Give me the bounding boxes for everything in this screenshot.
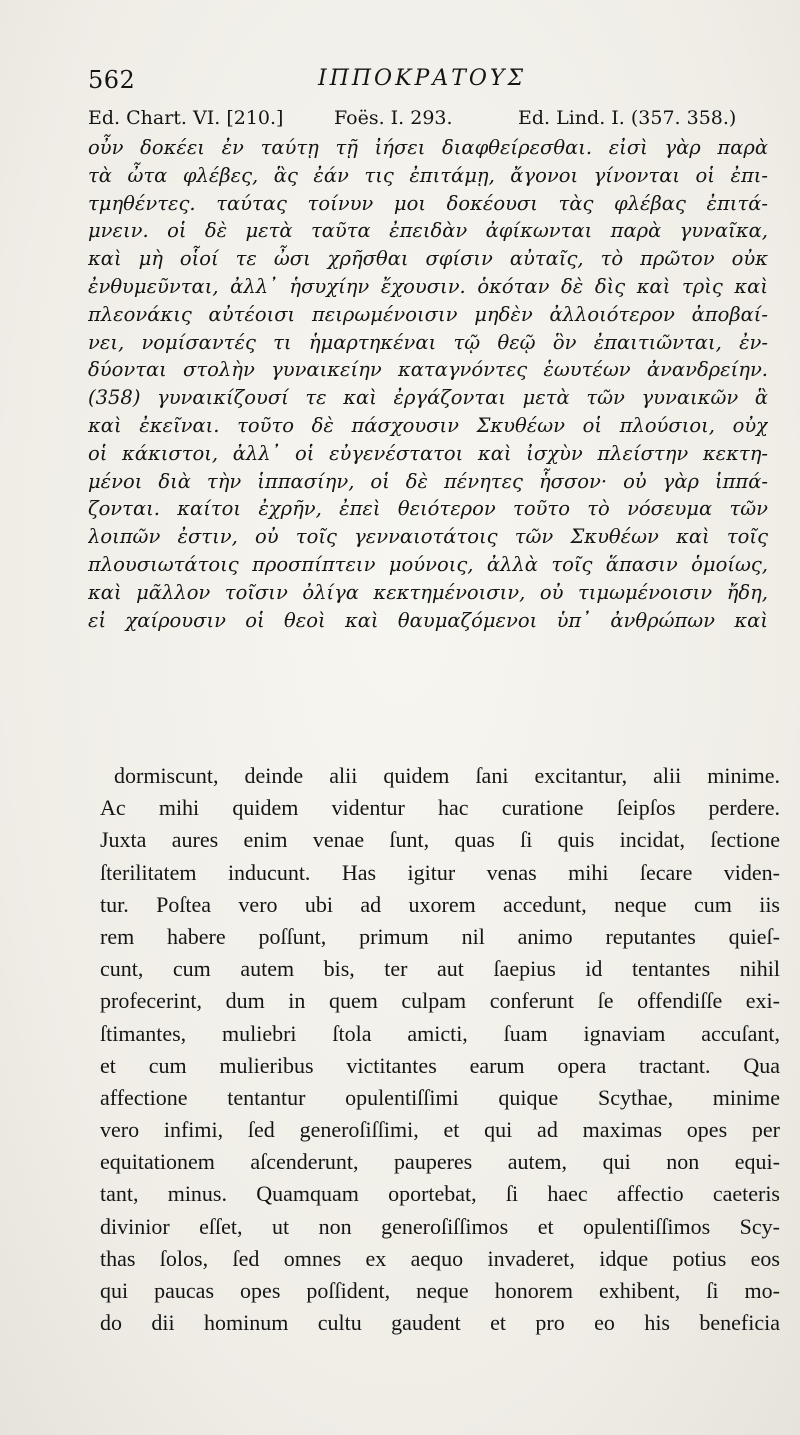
lind-edition-ref: Ed. Lind. I. (357. 358.) — [518, 107, 737, 129]
latin-text-line: divinior eſſet, ut non generoſiſſimos et opulentiſſimos Scy- — [100, 1213, 780, 1239]
greek-text-line: τμηθέντες. ταύτας τοίνυν μοι δοκέουσι τὰς φλέβας ἐπιτά- — [88, 191, 768, 215]
latin-text-line: cunt, cum autem bis, ter aut ſaepius id tentantes nihil — [100, 956, 780, 982]
page-header — [88, 66, 768, 96]
latin-text-line: ſterilitatem inducunt. Has igitur venas mihi ſecare viden- — [100, 859, 780, 885]
greek-text-line: τὰ ὦτα φλέβες, ἃς ἐάν τις ἐπιτάμῃ, ἄγονοι γίνονται οἱ ἐπι- — [88, 163, 768, 187]
running-title: ΙΠΠΟΚΡΑΤΟΥΣ — [318, 66, 527, 91]
latin-text-line: ſtimantes, muliebri ſtola amicti, ſuam ignaviam accuſant, — [100, 1020, 780, 1046]
latin-text-block — [100, 760, 780, 1339]
greek-text-block — [88, 134, 768, 634]
latin-text-line: Juxta aures enim venae ſunt, quas ſi quis incidat, ſectione — [100, 827, 780, 853]
latin-text-line: do dii hominum cultu gaudent et pro eo his beneficia — [100, 1310, 780, 1336]
greek-text-line: νει, νομίσαντές τι ἡμαρτηκέναι τῷ θεῷ ὃν ἐπαιτιῶνται, ἐν- — [88, 330, 768, 354]
greek-text-line: μένοι διὰ τὴν ἱππασίην, οἱ δὲ πένητες ἧσσον· οὐ γὰρ ἱππά- — [88, 469, 768, 493]
greek-text-line: ζονται. καίτοι ἐχρῆν, ἐπεὶ θειότερον τοῦτο τὸ νόσευμα τῶν — [88, 497, 768, 521]
latin-text-line: equitationem aſcenderunt, pauperes autem, qui non equi- — [100, 1149, 780, 1175]
latin-text-line: dormiscunt, deinde alii quidem ſani excitantur, alii minime. — [114, 763, 780, 788]
latin-text-line: et cum mulieribus victitantes earum opera tractant. Qua — [100, 1052, 780, 1078]
latin-text-line: thas ſolos, ſed omnes ex aequo invaderet, idque potius eos — [100, 1245, 780, 1271]
foes-edition-ref: Foës. I. 293. — [334, 107, 453, 129]
greek-text-line: (358) γυναικίζουσί τε καὶ ἐργάζονται μετὰ τῶν γυναικῶν ἃ — [88, 386, 768, 410]
latin-text-line: Ac mihi quidem videntur hac curatione ſeipſos perdere. — [100, 795, 780, 821]
chart-edition-ref: Ed. Chart. VI. [210.] — [88, 107, 284, 129]
page-number: 562 — [88, 66, 136, 94]
greek-text-line: οὖν δοκέει ἐν ταύτῃ τῇ ἰήσει διαφθείρεσθαι. εἰσὶ γὰρ παρὰ — [88, 136, 768, 159]
latin-text-line: rem habere poſſunt, primum nil animo reputantes quieſ- — [100, 923, 780, 949]
greek-text-line: καὶ ἐκεῖναι. τοῦτο δὲ πάσχουσιν Σκυθέων οἱ πλούσιοι, οὐχ — [88, 413, 768, 437]
latin-text-line: tant, minus. Quamquam oportebat, ſi haec affectio caeteris — [100, 1181, 780, 1207]
greek-text-line: οἱ κάκιστοι, ἀλλ᾽ οἱ εὐγενέστατοι καὶ ἰσχὺν πλείστην κεκτη- — [88, 441, 768, 465]
latin-text-line: tur. Poſtea vero ubi ad uxorem accedunt, neque cum iis — [100, 891, 780, 917]
greek-text-line: δύονται στολὴν γυναικείην καταγνόντες ἑωυτέων ἀνανδρείην. — [88, 358, 768, 382]
greek-text-line: πλουσιωτάτοις προσπίπτειν μούνοις, ἀλλὰ τοῖς ἅπασιν ὁμοίως, — [88, 552, 768, 576]
edition-references — [88, 107, 778, 135]
greek-text-line: ἐνθυμεῦνται, ἀλλ᾽ ἡσυχίην ἔχουσιν. ὁκόταν δὲ δὶς καὶ τρὶς καὶ — [88, 274, 768, 298]
latin-text-line: qui paucas opes poſſident, neque honorem exhibent, ſi mo- — [100, 1278, 780, 1303]
latin-text-line: vero infimi, ſed generoſiſſimi, et qui ad maximas opes per — [100, 1117, 780, 1143]
greek-text-line: πλεονάκις αὐτέοισι πειρωμένοισιν μηδὲν ἀλλοιότερον ἀποβαί- — [88, 302, 768, 326]
greek-text-line: καὶ μᾶλλον τοῖσιν ὀλίγα κεκτημένοισιν, οὐ τιμωμένοισιν ἤδη, — [88, 580, 768, 604]
greek-text-line: καὶ μὴ οἷοί τε ὦσι χρῆσθαι σφίσιν αὐταῖς, τὸ πρῶτον οὐκ — [88, 247, 768, 271]
latin-text-line: affectione tentantur opulentiſſimi quique Scythae, minime — [100, 1084, 780, 1110]
latin-text-line: profecerint, dum in quem culpam conferunt ſe offendiſſe exi- — [100, 988, 780, 1014]
greek-text-line: εἰ χαίρουσιν οἱ θεοὶ καὶ θαυμαζόμενοι ὑπ᾽ ἀνθρώπων καὶ — [88, 608, 768, 632]
greek-text-line: λοιπῶν ἐστιν, οὐ τοῖς γενναιοτάτοις τῶν Σκυθέων καὶ τοῖς — [88, 525, 768, 549]
greek-text-line: μνειν. οἱ δὲ μετὰ ταῦτα ἐπειδὰν ἀφίκωνται παρὰ γυναῖκα, — [88, 219, 768, 243]
